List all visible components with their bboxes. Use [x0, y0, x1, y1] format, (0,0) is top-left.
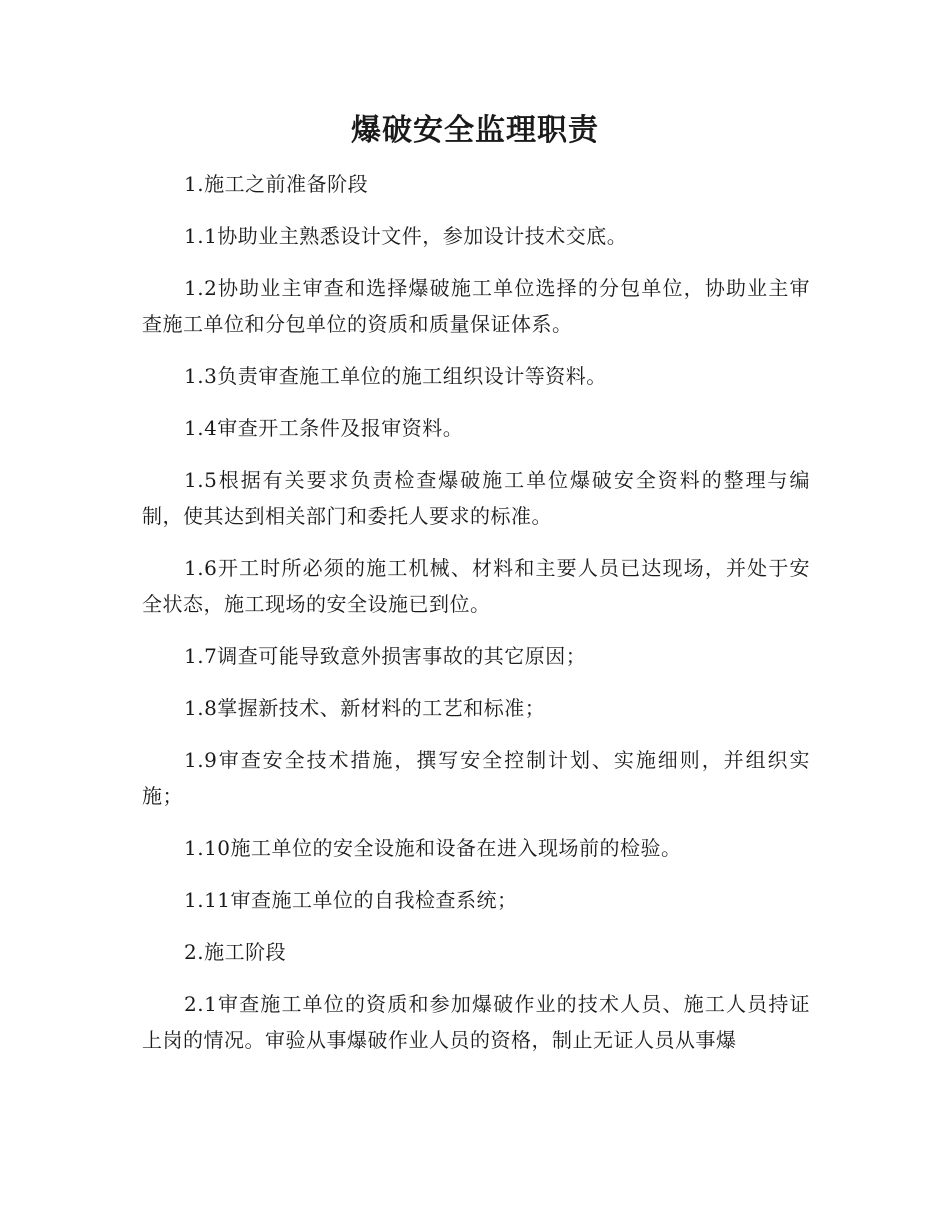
paragraph: 1.2协助业主审查和选择爆破施工单位选择的分包单位，协助业主审查施工单位和分包单位的资质和质量保证体系。 [142, 276, 810, 336]
document-title: 爆破安全监理职责 [351, 113, 599, 148]
paragraph: 1.5根据有关要求负责检查爆破施工单位爆破安全资料的整理与编制，使其达到相关部门和委托人要求的标准。 [142, 468, 810, 528]
paragraph: 2.施工阶段 [184, 940, 287, 964]
paragraph: 1.4审查开工条件及报审资料。 [184, 416, 464, 440]
paragraph: 1.6开工时所必须的施工机械、材料和主要人员已达现场，并处于安全状态，施工现场的安全设施已到位。 [142, 556, 810, 616]
paragraph: 1.施工之前准备阶段 [184, 172, 369, 196]
paragraph: 1.10施工单位的安全设施和设备在进入现场前的检验。 [184, 836, 682, 860]
paragraph: 1.11审查施工单位的自我检查系统； [184, 888, 518, 912]
paragraph: 2.1审查施工单位的资质和参加爆破作业的技术人员、施工人员持证上岗的情况。审验从事爆破作业人员的资格，制止无证人员从事爆 [142, 992, 810, 1052]
paragraph: 1.9审查安全技术措施，撰写安全控制计划、实施细则，并组织实施； [142, 748, 810, 808]
paragraph: 1.7调查可能导致意外损害事故的其它原因； [184, 644, 587, 668]
paragraph: 1.8掌握新技术、新材料的工艺和标准； [184, 696, 546, 720]
paragraph: 1.3负责审查施工单位的施工组织设计等资料。 [184, 364, 607, 388]
paragraph: 1.1协助业主熟悉设计文件，参加设计技术交底。 [184, 224, 628, 248]
document-body [142, 166, 810, 1074]
